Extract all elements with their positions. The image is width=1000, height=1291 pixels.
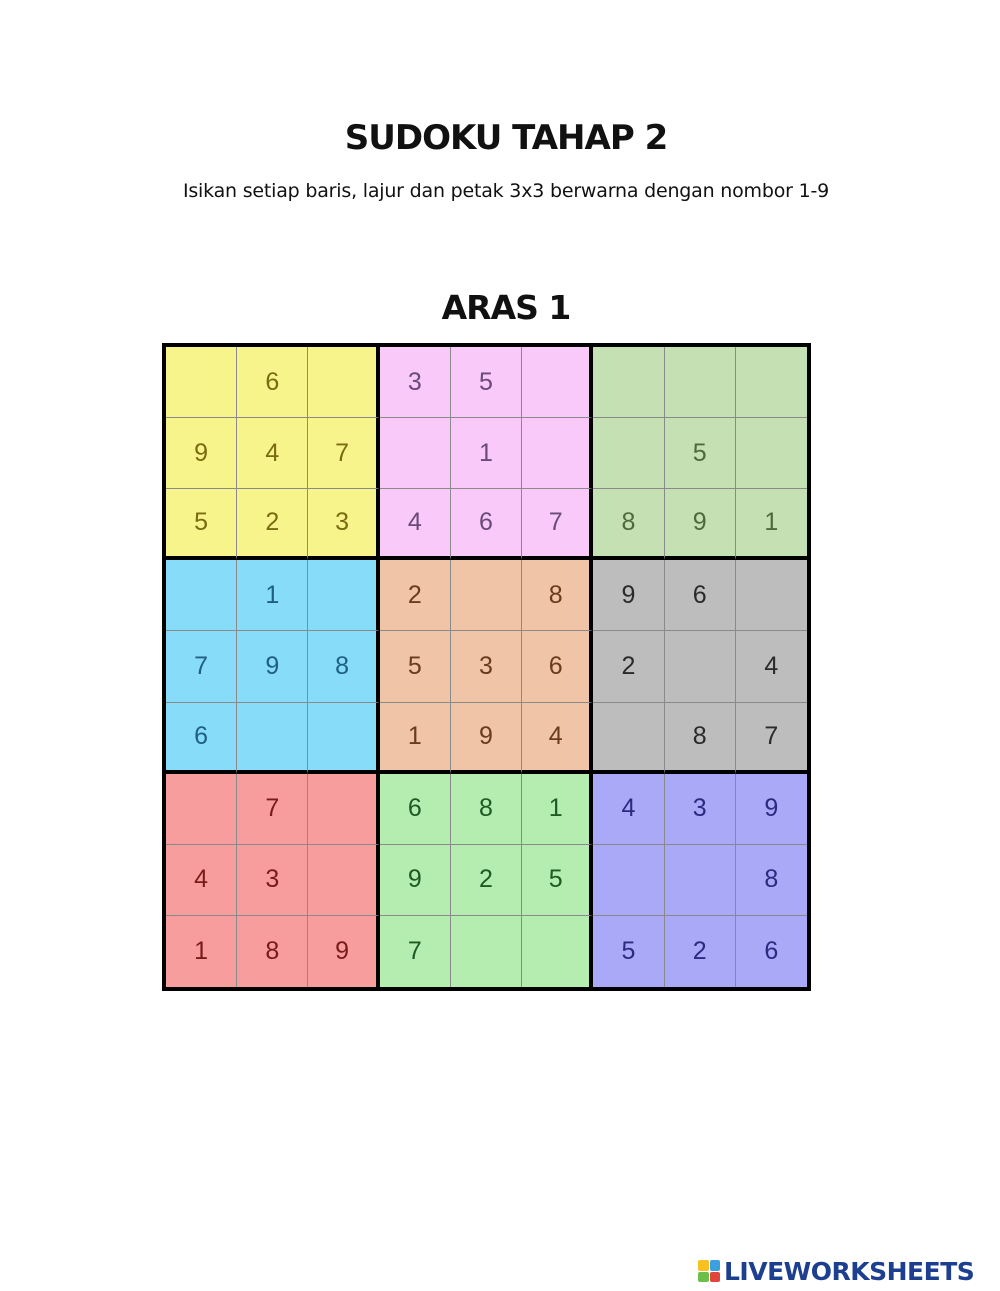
level-heading: ARAS 1	[441, 288, 571, 327]
logo-square	[710, 1260, 721, 1271]
sudoku-cell-r9c6[interactable]	[522, 916, 593, 987]
sudoku-cell-r7c5: 8	[451, 774, 522, 845]
sudoku-cell-r4c6: 8	[522, 560, 593, 631]
sudoku-cell-r7c9: 9	[736, 774, 807, 845]
sudoku-cell-r5c7: 2	[593, 631, 664, 702]
sudoku-cell-r5c6: 6	[522, 631, 593, 702]
sudoku-cell-r1c5: 5	[451, 347, 522, 418]
sudoku-cell-r9c7: 5	[593, 916, 664, 987]
sudoku-cell-r3c1: 5	[166, 489, 237, 560]
page-title: SUDOKU TAHAP 2	[344, 118, 668, 158]
sudoku-cell-r8c9: 8	[736, 845, 807, 916]
sudoku-cell-r6c6: 4	[522, 703, 593, 774]
sudoku-cell-r7c2: 7	[237, 774, 308, 845]
logo-square	[710, 1272, 721, 1283]
sudoku-cell-r1c6[interactable]	[522, 347, 593, 418]
sudoku-cell-r7c7: 4	[593, 774, 664, 845]
sudoku-cell-r4c3[interactable]	[308, 560, 379, 631]
sudoku-cell-r4c2: 1	[237, 560, 308, 631]
sudoku-cell-r6c5: 9	[451, 703, 522, 774]
sudoku-cell-r3c5: 6	[451, 489, 522, 560]
sudoku-cell-r2c3: 7	[308, 418, 379, 489]
sudoku-cell-r5c5: 3	[451, 631, 522, 702]
sudoku-cell-r9c1: 1	[166, 916, 237, 987]
sudoku-cell-r6c1: 6	[166, 703, 237, 774]
sudoku-cell-r3c7: 8	[593, 489, 664, 560]
sudoku-cell-r4c4: 2	[380, 560, 451, 631]
sudoku-cell-r8c6: 5	[522, 845, 593, 916]
sudoku-cell-r7c6: 1	[522, 774, 593, 845]
sudoku-cell-r2c7[interactable]	[593, 418, 664, 489]
sudoku-cell-r7c3[interactable]	[308, 774, 379, 845]
sudoku-cell-r6c7[interactable]	[593, 703, 664, 774]
sudoku-cell-r5c2: 9	[237, 631, 308, 702]
liveworksheets-logo-icon	[698, 1260, 720, 1282]
sudoku-cell-r8c7[interactable]	[593, 845, 664, 916]
sudoku-cell-r9c8: 2	[665, 916, 736, 987]
sudoku-cell-r3c2: 2	[237, 489, 308, 560]
sudoku-cell-r8c5: 2	[451, 845, 522, 916]
logo-square	[698, 1272, 709, 1283]
sudoku-cell-r8c2: 3	[237, 845, 308, 916]
sudoku-cell-r6c9: 7	[736, 703, 807, 774]
sudoku-cell-r1c4: 3	[380, 347, 451, 418]
sudoku-cell-r3c3: 3	[308, 489, 379, 560]
sudoku-cell-r1c9[interactable]	[736, 347, 807, 418]
sudoku-cell-r2c4[interactable]	[380, 418, 451, 489]
sudoku-cell-r5c3: 8	[308, 631, 379, 702]
sudoku-cell-r1c1[interactable]	[166, 347, 237, 418]
sudoku-cell-r3c8: 9	[665, 489, 736, 560]
sudoku-cell-r9c2: 8	[237, 916, 308, 987]
sudoku-cell-r8c1: 4	[166, 845, 237, 916]
sudoku-cell-r9c5[interactable]	[451, 916, 522, 987]
logo-square	[698, 1260, 709, 1271]
sudoku-cell-r2c9[interactable]	[736, 418, 807, 489]
sudoku-cell-r2c8: 5	[665, 418, 736, 489]
sudoku-cell-r2c1: 9	[166, 418, 237, 489]
sudoku-cell-r1c8[interactable]	[665, 347, 736, 418]
sudoku-cell-r1c3[interactable]	[308, 347, 379, 418]
instructions: Isikan setiap baris, lajur dan petak 3x3 berwarna dengan nombor 1-9	[182, 180, 830, 202]
sudoku-cell-r3c9: 1	[736, 489, 807, 560]
sudoku-cell-r5c8[interactable]	[665, 631, 736, 702]
sudoku-cell-r9c3: 9	[308, 916, 379, 987]
sudoku-cell-r4c7: 9	[593, 560, 664, 631]
sudoku-cell-r2c5: 1	[451, 418, 522, 489]
sudoku-cell-r7c1[interactable]	[166, 774, 237, 845]
sudoku-cell-r7c8: 3	[665, 774, 736, 845]
sudoku-cell-r5c4: 5	[380, 631, 451, 702]
sudoku-cell-r6c3[interactable]	[308, 703, 379, 774]
sudoku-cell-r5c1: 7	[166, 631, 237, 702]
sudoku-cell-r5c9: 4	[736, 631, 807, 702]
sudoku-cell-r6c8: 8	[665, 703, 736, 774]
sudoku-cell-r4c9[interactable]	[736, 560, 807, 631]
sudoku-cell-r4c1[interactable]	[166, 560, 237, 631]
sudoku-cell-r1c7[interactable]	[593, 347, 664, 418]
brand-footer	[698, 1256, 974, 1286]
sudoku-cell-r6c4: 1	[380, 703, 451, 774]
sudoku-cell-r8c8[interactable]	[665, 845, 736, 916]
sudoku-cell-r7c4: 6	[380, 774, 451, 845]
sudoku-cell-r2c6[interactable]	[522, 418, 593, 489]
sudoku-cell-r4c5[interactable]	[451, 560, 522, 631]
sudoku-cell-r2c2: 4	[237, 418, 308, 489]
sudoku-cell-r8c3[interactable]	[308, 845, 379, 916]
sudoku-cell-r1c2: 6	[237, 347, 308, 418]
sudoku-cell-r9c4: 7	[380, 916, 451, 987]
sudoku-cell-r4c8: 6	[665, 560, 736, 631]
sudoku-cell-r9c9: 6	[736, 916, 807, 987]
sudoku-cell-r3c4: 4	[380, 489, 451, 560]
sudoku-cell-r3c6: 7	[522, 489, 593, 560]
sudoku-cell-r6c2[interactable]	[237, 703, 308, 774]
brand-name: LIVEWORKSHEETS	[724, 1256, 975, 1286]
sudoku-grid	[162, 343, 811, 991]
sudoku-cell-r8c4: 9	[380, 845, 451, 916]
